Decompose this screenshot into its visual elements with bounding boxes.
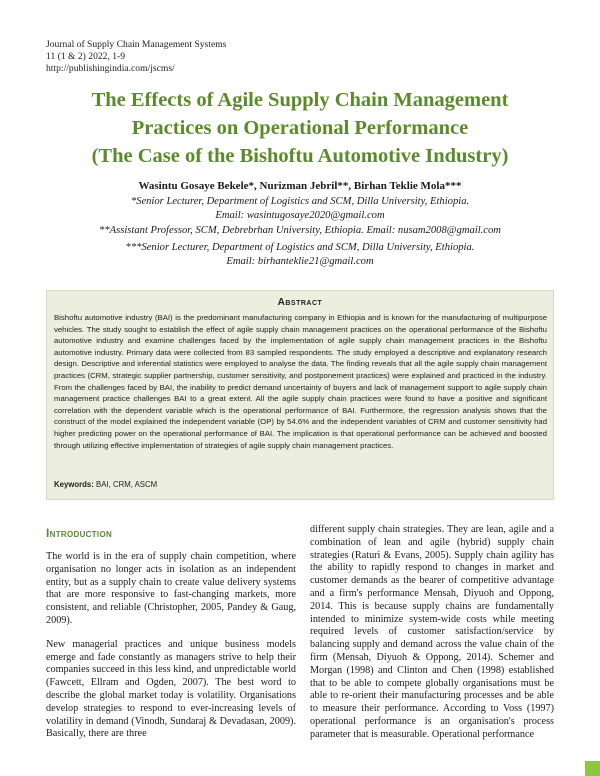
title-line-1: The Effects of Agile Supply Chain Management <box>91 89 509 111</box>
affiliation-3 <box>0 241 600 268</box>
paper-title <box>0 86 600 170</box>
affiliation-2 <box>0 224 600 238</box>
journal-url[interactable]: http://publishingindia.com/jscms/ <box>46 63 175 75</box>
title-line-2: Practices on Operational Performance <box>131 117 469 139</box>
affiliation-1 <box>0 195 600 222</box>
right-column <box>310 524 554 753</box>
affiliation-3-email[interactable]: Email: birhanteklie21@gmail.com <box>226 255 374 267</box>
abstract-heading: Abstract <box>277 297 323 308</box>
abstract-box <box>46 290 554 500</box>
journal-issue: 11 (1 & 2) 2022, 1-9 <box>46 51 126 63</box>
journal-header <box>46 39 226 76</box>
intro-paragraph-2: New managerial practices and unique business models emerge and fade constantly as managers strive to help their companies succeed in this less kind, and unpredictable world (Fawcett, Ellram and Ogden, 2007). The best word to describe the global market today is volatility. Organisations develop strategies to respond to ever-increasing levels of volatility in demand (Vinodh, Sundaraj & Devadasan, 2009). Basically, there are three <box>46 638 296 740</box>
affiliation-1-email[interactable]: Email: wasintugosaye2020@gmail.com <box>215 209 385 221</box>
affiliation-1-line: *Senior Lecturer, Department of Logistics and SCM, Dilla University, Ethiopia. <box>130 196 470 207</box>
affiliation-2-line: **Assistant Professor, SCM, Debrebrhan University, Ethiopia. Email: nusam2008@gmail.com <box>99 225 501 236</box>
abstract-text: Bishoftu automotive industry (BAI) is the predominant manufacturing company in Ethiopia and is known for the manufacturing of multipurpose vehicles. The study sought to establish the effect of agile supply chain management practices on the operational performance of the Bishoftu automotive industry and examine challenges faced by the implementation of agile supply chain management practices in the Bishoftu automotive industry. Primary data were collected from 83 sampled respondents. The study employed a descriptive and explanatory research design. Descriptive and inferential statistics were employed to analyse the data. The finding reveals that all the agile supply chain management practices (CRM, strategic supplier partnership, customer sensitivity, and postponement practices) were explained and practiced in the industry. From the challenges faced by BAI, the inability to predict demand uncertainty of buyers and lack of management support to agile supply chain management practice challenges BAI to a great extent. All the agile supply chain practices were found to have a positive and significant correlation with the dependent variable which is the operational performance of BAI. Furthermore, the regression analysis shows that the construct of the model explained the independent variable (OP) by 54.6% and the independent variables of CRM and customer sensitivity had higher predicting power on the operational performance of BAI. The implication is that operational performance can be achieved and boosted through utilizing effective implementation of strategies of agile supply chain management practices. <box>54 313 547 450</box>
introduction-heading: Introduction <box>46 526 113 540</box>
journal-name: Journal of Supply Chain Management Systems <box>46 39 227 50</box>
affiliation-3-line: ***Senior Lecturer, Department of Logistics and SCM, Dilla University, Ethiopia. <box>125 242 475 253</box>
left-column <box>46 551 296 752</box>
page-corner-decoration <box>585 761 600 776</box>
intro-paragraph-1: The world is in the era of supply chain competition, where organisation no longer acts in isolation as an independent entity, but as a supply chain to create value delivery systems that are more responsive to fast-changing markets, more consistent, and reliable (Christopher, 2005, Pandey & Gaug, 2009). <box>46 551 296 626</box>
intro-paragraph-3: different supply chain strategies. They are lean, agile and a combination of lean and agile (hybrid) supply chain strategies (Raturi & Evans, 2005). Supply chain agility has the ability to rapidly respond to changes in market and customer demands as the bearer of competitive advantage and a firm's performance Mensah, Diyuoh and Oppong, 2014. This is because supply chains are fundamentally intended to minimize system-wide costs while meeting required levels of customer satisfaction/service by balancing supply and demand across the value chain of the firm (Mensah, Diyuoh & Oppong, 2014). Schemer and Morgan (1998) and Clinton and Chen (1998) established that to be able to compete globally organisations must be able to re-orient their manufacturing processes and be able to measure their performance. According to Voss (1997) operational performance is an organisation's process parameter that is measurable. Operational performance <box>310 524 554 740</box>
author-list: Wasintu Gosaye Bekele*, Nurizman Jebril**, Birhan Teklie Mola*** <box>138 180 462 192</box>
keywords-value: BAI, CRM, ASCM <box>96 480 158 489</box>
keywords-label: Keywords: <box>54 480 94 489</box>
title-line-3: (The Case of the Bishoftu Automotive Industry) <box>91 145 509 167</box>
keywords <box>54 480 157 489</box>
